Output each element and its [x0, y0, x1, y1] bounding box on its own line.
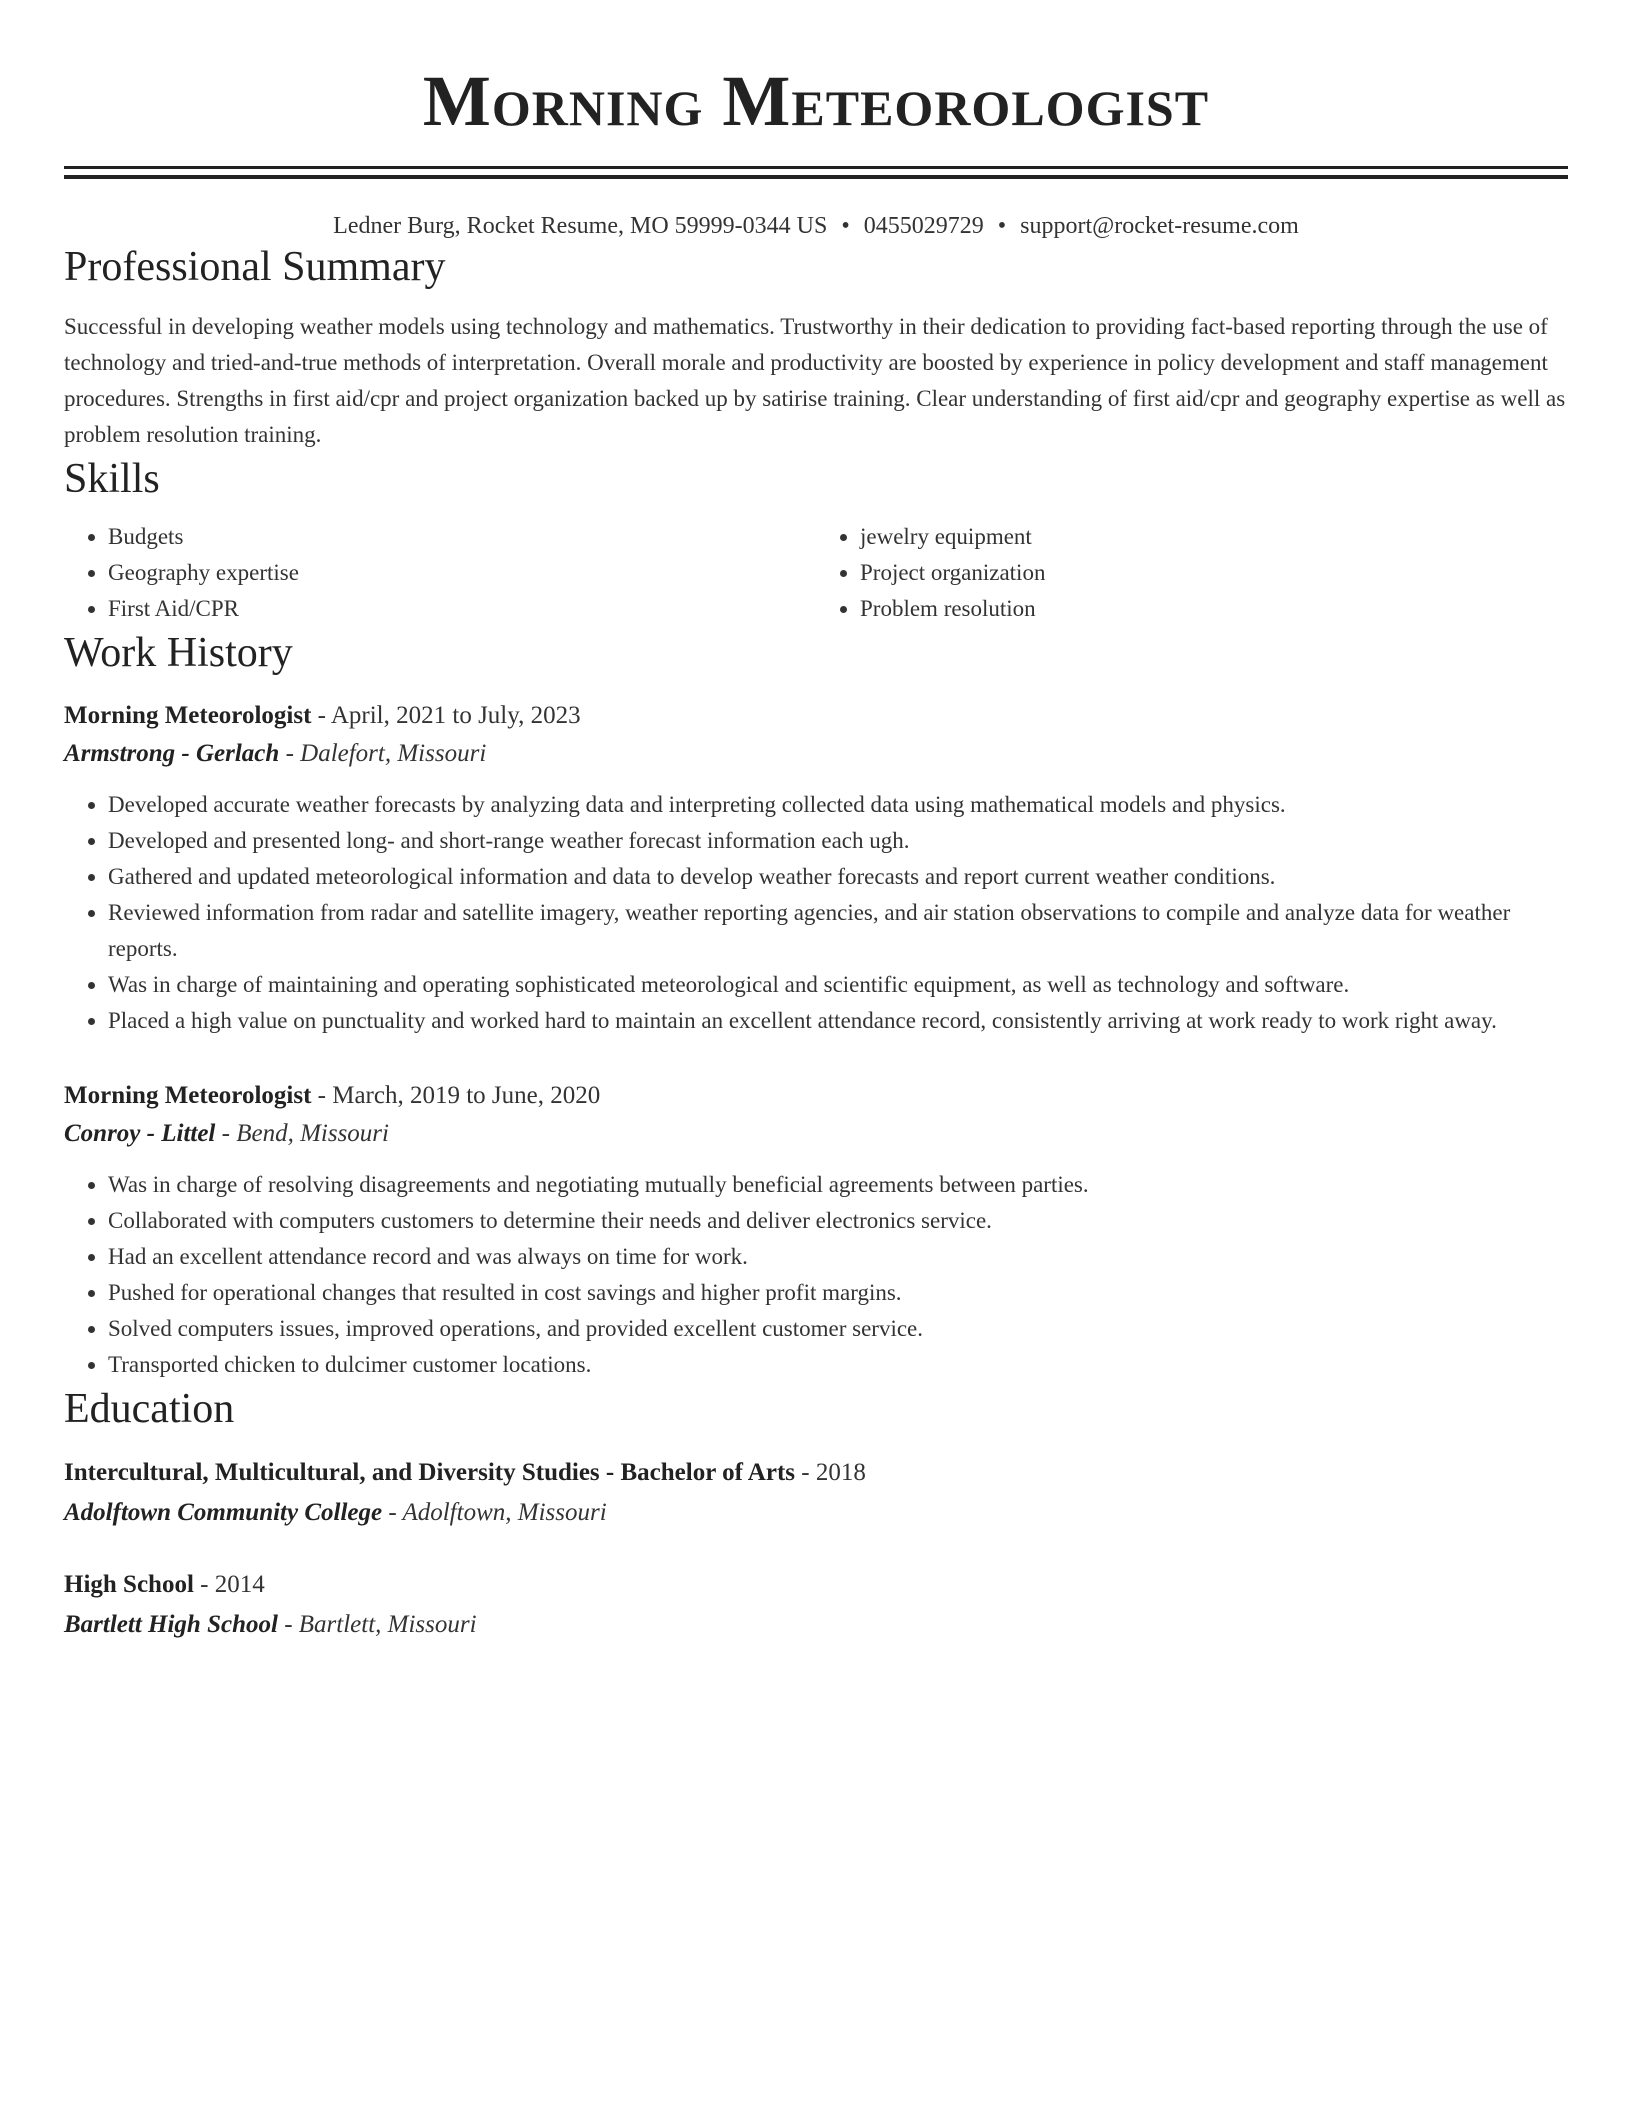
- skills-list-left: [64, 519, 816, 627]
- education-entry: [64, 1453, 1568, 1533]
- education-heading: Education: [64, 1386, 235, 1432]
- skills-heading: Skills: [64, 456, 160, 502]
- job-dates: - March, 2019 to June, 2020: [311, 1082, 601, 1109]
- contact-separator: •: [841, 213, 850, 239]
- header-rule-top: [64, 166, 1568, 169]
- job-entry: [64, 1077, 1568, 1383]
- education-location: - Bartlett, Missouri: [277, 1611, 477, 1638]
- job-role-line: [64, 1077, 1568, 1115]
- job-location: - Bend, Missouri: [215, 1120, 389, 1147]
- job-role: Morning Meteorologist: [64, 702, 312, 729]
- education-school: Adolftown Community College: [64, 1499, 383, 1526]
- skills-columns: [64, 519, 1568, 627]
- summary-text: Successful in developing weather models using technology and mathematics. Trustworthy in their dedication to providing fact-based reporting through the use of technology and tried-and-true methods of interpretation. Overall morale and productivity are boosted by experience in policy development and staff management procedures. Strengths in first aid/cpr and project organization backed up by satirise training. Clear understanding of first aid/cpr and geography expertise as well as problem resolution training.: [64, 314, 1566, 447]
- education-degree-line: [64, 1565, 1568, 1605]
- skill-item: • Geography expertise: [108, 555, 816, 591]
- job-bullet: • Reviewed information from radar and satellite imagery, weather reporting agencies, and air station observations to compile and analyze data for weather reports.: [108, 895, 1568, 967]
- skill-item: • Project organization: [860, 555, 1568, 591]
- job-entry: [64, 697, 1568, 1039]
- job-bullet: • Placed a high value on punctuality and worked hard to maintain an excellent attendance record, consistently arriving at work ready to work right away.: [108, 1003, 1568, 1039]
- education-degree: Intercultural, Multicultural, and Diversity Studies - Bachelor of Arts: [64, 1459, 795, 1486]
- job-dates: - April, 2021 to July, 2023: [311, 702, 581, 729]
- education-degree: High School: [64, 1571, 194, 1598]
- job-bullet: • Was in charge of maintaining and operating sophisticated meteorological and scientific equipment, as well as technology and software.: [108, 967, 1568, 1003]
- job-bullet: • Had an excellent attendance record and was always on time for work.: [108, 1239, 1568, 1275]
- contact-email: support@rocket-resume.com: [1020, 213, 1299, 239]
- contact-address: Ledner Burg, Rocket Resume, MO 59999-0344 US: [333, 213, 828, 239]
- education-year: - 2018: [795, 1459, 866, 1486]
- skill-item: • jewelry equipment: [860, 519, 1568, 555]
- job-bullet: • Transported chicken to dulcimer customer locations.: [108, 1347, 1568, 1383]
- job-bullet: • Developed accurate weather forecasts by analyzing data and interpreting collected data using mathematical models and physics.: [108, 787, 1568, 823]
- education-location: - Adolftown, Missouri: [382, 1499, 607, 1526]
- job-bullet: • Pushed for operational changes that resulted in cost savings and higher profit margins.: [108, 1275, 1568, 1311]
- job-bullets: [64, 1167, 1568, 1383]
- summary-heading: Professional Summary: [64, 244, 446, 290]
- job-bullet: • Gathered and updated meteorological information and data to develop weather forecasts and report current weather conditions.: [108, 859, 1568, 895]
- contact-phone: 0455029729: [863, 213, 984, 239]
- work-history-heading: Work History: [64, 630, 293, 676]
- job-company-line: [64, 1115, 1568, 1153]
- job-company-line: [64, 735, 1568, 773]
- job-bullet: • Was in charge of resolving disagreements and negotiating mutually beneficial agreements between parties.: [108, 1167, 1568, 1203]
- skills-list-right: [816, 519, 1568, 627]
- job-role: Morning Meteorologist: [64, 1082, 312, 1109]
- resume-name: Morning Meteorologist: [422, 61, 1210, 141]
- job-bullets: [64, 787, 1568, 1039]
- job-location: - Dalefort, Missouri: [279, 740, 487, 767]
- job-bullet: • Solved computers issues, improved operations, and provided excellent customer service.: [108, 1311, 1568, 1347]
- skill-item: • First Aid/CPR: [108, 591, 816, 627]
- education-year: - 2014: [193, 1571, 265, 1598]
- education-degree-line: [64, 1453, 1568, 1493]
- education-school-line: [64, 1605, 1568, 1645]
- education-entry: [64, 1565, 1568, 1645]
- job-bullet: • Developed and presented long- and short-range weather forecast information each ugh.: [108, 823, 1568, 859]
- skill-item: • Problem resolution: [860, 591, 1568, 627]
- education-school: Bartlett High School: [64, 1611, 278, 1638]
- job-role-line: [64, 697, 1568, 735]
- contact-separator: •: [997, 213, 1007, 239]
- skill-item: • Budgets: [108, 519, 816, 555]
- job-company: Armstrong - Gerlach: [64, 740, 280, 767]
- header-rule-bottom: [64, 175, 1568, 179]
- contact-line: [64, 211, 1568, 241]
- education-school-line: [64, 1493, 1568, 1533]
- job-company: Conroy - Littel: [64, 1120, 216, 1147]
- job-bullet: • Collaborated with computers customers to determine their needs and deliver electronics service.: [108, 1203, 1568, 1239]
